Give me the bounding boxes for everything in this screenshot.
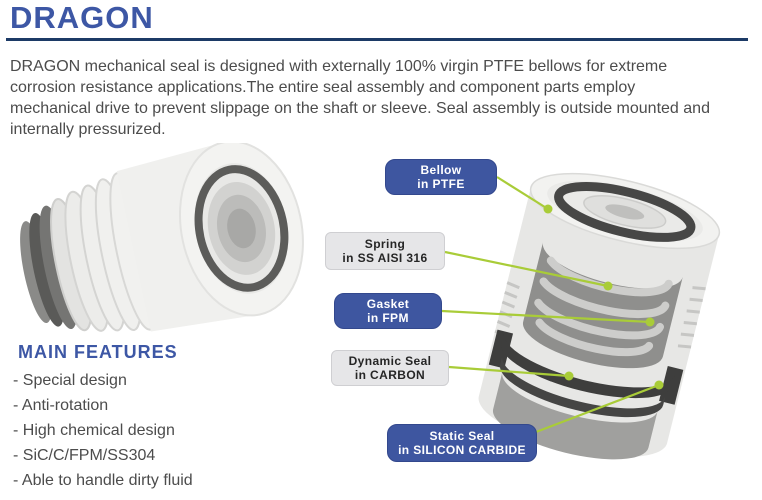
feature-item: - High chemical design <box>13 422 175 439</box>
label-bellow <box>385 159 497 195</box>
features-heading: MAIN FEATURES <box>18 342 178 362</box>
label-line: Spring <box>364 237 406 251</box>
title-divider <box>6 38 748 41</box>
feature-item: - Special design <box>13 372 127 389</box>
feature-item: - Anti-rotation <box>13 397 109 414</box>
label-line: Static Seal <box>429 429 495 443</box>
intro-line: internally pressurized. <box>10 121 166 138</box>
product-photo <box>5 143 323 351</box>
label-line: in SS AISI 316 <box>342 251 428 265</box>
features-list <box>13 368 293 493</box>
intro-paragraph <box>10 56 730 140</box>
intro-line: DRAGON mechanical seal is designed with externally 100% virgin PTFE bellows for extreme <box>10 58 668 75</box>
label-line: Bellow <box>420 163 462 177</box>
label-line: in SILICON CARBIDE <box>398 443 526 457</box>
label-line: in PTFE <box>417 177 465 191</box>
feature-item: - Able to handle dirty fluid <box>13 472 193 489</box>
label-line: Gasket <box>366 297 410 311</box>
intro-line: mechanical drive to prevent slippage on the shaft or sleeve. Seal assembly is outside mounted and <box>10 100 710 117</box>
feature-item: - SiC/C/FPM/SS304 <box>13 447 156 464</box>
label-line: in FPM <box>367 311 409 325</box>
label-gasket <box>334 293 442 329</box>
label-line: Dynamic Seal <box>348 354 432 368</box>
page-title: DRAGON <box>10 0 154 35</box>
intro-line: corrosion resistance applications.The entire seal assembly and component parts employ <box>10 79 636 96</box>
label-static-seal <box>387 424 537 462</box>
label-line: in CARBON <box>354 368 426 382</box>
label-spring <box>325 232 445 270</box>
label-dynamic-seal <box>331 350 449 386</box>
